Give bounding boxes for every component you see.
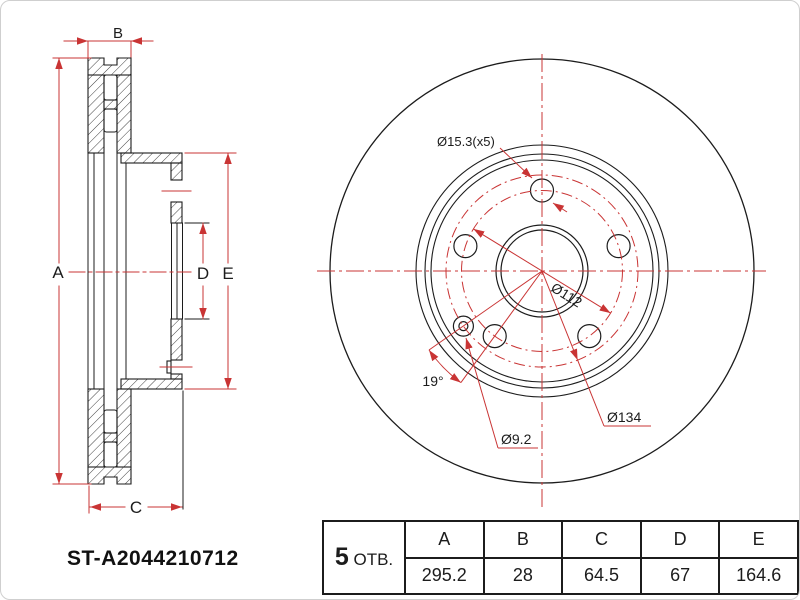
band-top-rib	[104, 100, 117, 109]
vent-slot	[104, 109, 117, 132]
hat-face-seg3	[171, 319, 182, 360]
holes-count: 5	[334, 543, 349, 571]
dim-label-a: A	[52, 263, 64, 282]
holes-unit: ОТВ.	[353, 550, 394, 569]
value-e: 164.6	[719, 558, 798, 595]
label-pcd: Ø112	[548, 279, 585, 311]
label-bolt-hole-dia: Ø15.3(x5)	[437, 134, 495, 149]
label-pin-hole: Ø9.2	[501, 431, 532, 447]
dim-label-d: D	[196, 264, 210, 283]
vent-slot	[104, 442, 117, 467]
hat-face-seg2	[171, 202, 182, 223]
vent-slots	[104, 75, 171, 467]
band-top-inner-plate	[117, 75, 131, 153]
value-a: 295.2	[405, 558, 484, 595]
dim-label-c: C	[129, 498, 143, 517]
dim-label-e: E	[222, 264, 234, 283]
hat-bottom-flange	[121, 379, 182, 389]
section-view	[52, 25, 236, 517]
label-outer-ring: Ø134	[607, 409, 642, 425]
band-bottom-inner-plate	[117, 389, 131, 467]
front-reference-red	[317, 54, 766, 509]
hat-face-seg4	[171, 374, 182, 379]
vent-slot	[104, 75, 117, 100]
vent-slot	[104, 410, 117, 433]
col-header-a: A	[405, 521, 484, 558]
hat-face-seg1	[171, 163, 182, 180]
bolt-hole	[607, 235, 630, 258]
band-top-outer-plate	[88, 75, 104, 153]
value-b: 28	[484, 558, 563, 595]
col-header-e: E	[719, 521, 798, 558]
col-header-d: D	[641, 521, 720, 558]
holes-count-cell	[323, 521, 405, 594]
col-header-c: C	[562, 521, 641, 558]
hat-top-flange	[121, 153, 182, 163]
bolt-hole	[578, 325, 601, 348]
band-bottom-rib	[104, 433, 117, 442]
col-header-b: B	[484, 521, 563, 558]
brake-disc-drawing	[1, 1, 800, 600]
dim-label-b: B	[112, 25, 124, 42]
spec-table	[322, 520, 799, 595]
band-top-bridge	[88, 58, 131, 75]
band-bottom-outer-plate	[88, 389, 104, 467]
band-bottom-bridge	[88, 467, 131, 484]
section-solid-metal	[88, 58, 182, 484]
label-angle: 19°	[422, 373, 444, 389]
value-d: 67	[641, 558, 720, 595]
part-number: ST-A2044210712	[67, 547, 239, 570]
front-view	[317, 54, 766, 509]
value-c: 64.5	[562, 558, 641, 595]
